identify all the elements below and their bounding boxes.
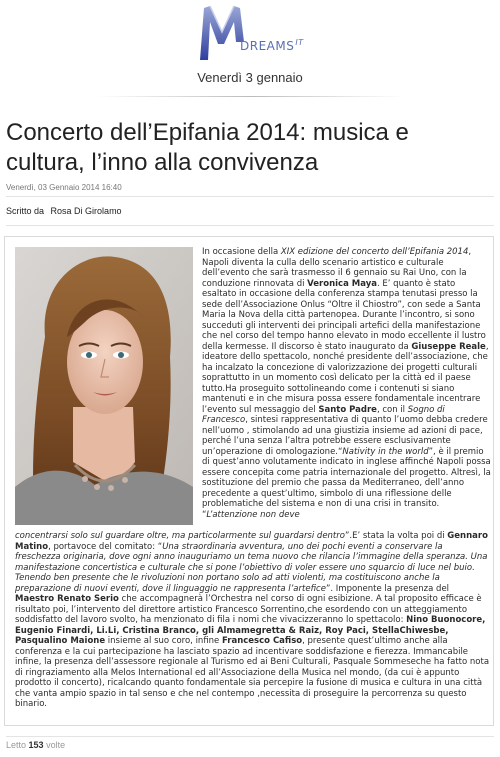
- divider: [96, 96, 404, 97]
- article-text-right: [202, 247, 492, 520]
- divider: [6, 225, 494, 226]
- bold-text: Francesco Cafiso: [222, 636, 303, 646]
- hits-suffix: volte: [46, 740, 66, 750]
- article-title[interactable]: Concerto dell’Epifania 2014: musica e cultura, l’inno alla convivenza: [6, 119, 409, 176]
- italic-text: XIX edizione del concerto dell’Epifania 2014: [280, 247, 469, 257]
- text-run: , con il: [376, 404, 408, 415]
- text-run: che accompagnerà l’Orchestra nel corso di ogni esibizione. A tal proposito efficace è risultato poi, l’intervento del direttore artistico Francesco Sorrentino,che esordendo con un atteggiamento soddisfatto del lavoro svolto, ha menzionato di fila i nomi che vivacizzeranno lo spettacolo:: [15, 594, 482, 625]
- bold-text: Santo Padre: [318, 404, 377, 415]
- article-photo: [15, 247, 193, 525]
- m-logo-icon: [196, 2, 248, 62]
- divider: [6, 196, 494, 197]
- bold-text: Maestro Renato Serio: [15, 594, 119, 604]
- bold-text: Gennaro Matino: [15, 531, 488, 552]
- author-label: Scritto da: [6, 206, 45, 216]
- bold-text: Veronica Maya: [307, 278, 377, 289]
- brand-name: $DREAMS^{IT}$: [240, 38, 304, 53]
- italic-text: Sogno di Francesco: [202, 404, 445, 425]
- italic-text: Una straordinaria avventura, uno dei pochi eventi a conservare la freschezza originaria, dove ogni anno inauguriamo un tema nuovo che rilancia l’immagine della speranza. Una manifestazione concertistica e culturale che si pone l’obiettivo di voler essere uno squarcio di luce nel buio. Tenendo ben presente che le rivoluzioni non portano solo ad atti violenti, ma costituiscono anche la preparazione di nuovi eventi, dove il linguaggio ne rappresenta l’artefice: [15, 541, 488, 594]
- hits-counter: [6, 740, 65, 750]
- hits-count: 153: [28, 740, 44, 750]
- divider: [6, 736, 494, 737]
- text-run: ”, è il premio di quest’anno volutamente indicato in inglese affinché Napoli possa essere concepita come patria internazionale del progetto. Altresì, la sostituzione del premio che passa da Mediterraneo, dell’anno precedente a quest’ultimo, simbolo di una riflessione delle problematiche del sistema e non di una crisi in transito. “: [202, 446, 491, 520]
- hits-prefix: Letto: [6, 740, 27, 750]
- text-run: ”. Imponente la presenza del: [325, 583, 450, 594]
- article-author: [6, 206, 122, 216]
- bold-text: Nino Buonocore, Eugenio Finardi, Li.Li, Cristina Branco, gli Almamegretta & Raiz, Roy Paci, StellaChiwesbe, Pasqualino Maione: [15, 615, 486, 646]
- italic-text: L’attenzione non deve: [206, 509, 300, 520]
- text-run: In occasione della: [202, 247, 281, 257]
- bold-text: Giuseppe Reale: [411, 341, 486, 352]
- date-banner: Venerdì 3 gennaio: [197, 70, 303, 85]
- site-logo[interactable]: [196, 2, 306, 62]
- article-text-full: [15, 531, 490, 710]
- italic-text: concentrarsi solo sul guardare oltre, ma particolarmente sul guardarsi dentro: [15, 531, 345, 541]
- author-name: Rosa Di Girolamo: [50, 206, 122, 216]
- text-run: , ideatore dello spettacolo, nonché presidente dell’associazione, che ha incalzato la concezione di valorizzazione dei progetti culturali soprattutto in un momento così delicato per la città ed il paese tutto.Ha proseguito sottolineando come i contenuti si siano mantenuti e in che misura possa essere fondamentale incentrare l’evento sul messaggio del: [202, 341, 489, 415]
- text-run: , presente quest’ultimo anche alla conferenza e la cui partecipazione ha lasciato spazio ad incentivare soddisfazione e fierezza. Immancabile infine, la presenza dell’assessore regionale al Turismo ed ai Beni Culturali, Pasquale Sommeseche ha fatto nota di ringraziamento alla Melos International ed all’Associazione della Musica nel mondo, (da cui è appunto prodotto il concerto), ricalcando quanto fondamentale sia percepire la fusione di musica e cultura in una città che vanta ampio spazio in tal senso e che nel contempo ,necessita di proseguire la percorrenza su questo binario.: [15, 636, 490, 709]
- text-run: , Napoli diventa la culla dello scenario artistico e culturale dell’evento che sarà trasmesso il 6 gennaio su Rai Uno, con la conduzione rinnovata di: [202, 247, 472, 289]
- text-run: , sintesi rappresentativa di quanto l’uomo debba credere nell’uomo , stimolando ad una giustizia insieme ad azioni di pace, perché l’una senza l’altra potrebbe essere esclusivamente un’operazione di omologazione.“: [202, 415, 488, 457]
- text-run: . E’ quanto è stato esaltato in occasione della conferenza stampa tenutasi presso la sede dell’Associazione Onlus “Oltre il Chiostro”, con sede a Santa Maria la Nova della città partenopea. Durante l’incontro, si sono succeduti gli interventi dei principali artefici della manifestazione che nel corso del tempo hanno elevato in modo eccellente il lustro della kermesse. Il discorso è stato inaugurato da: [202, 278, 486, 352]
- article-date: Venerdì, 03 Gennaio 2014 16:40: [6, 183, 122, 192]
- text-run: ”.E’ stata la volta poi di: [344, 531, 448, 541]
- text-run: , portavoce del comitato: “: [48, 541, 163, 552]
- italic-text: Nativity in the world: [342, 446, 429, 457]
- portrait-image: [15, 247, 193, 525]
- text-run: insieme al suo coro, infine: [105, 636, 222, 646]
- article-body: [4, 236, 494, 726]
